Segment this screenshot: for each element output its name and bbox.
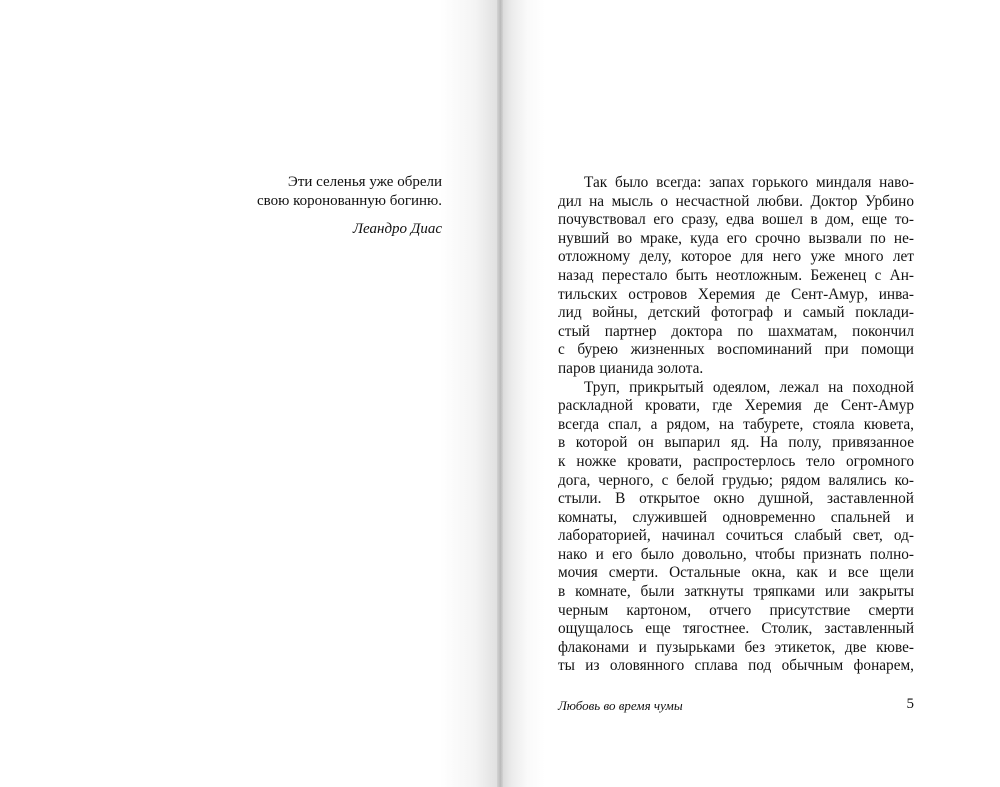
text-line: в комнате, были заткнуты тряпками или закрыты <box>558 583 914 601</box>
text-line: с бурею жизненных воспоминаний при помощи <box>558 341 914 359</box>
text-line: дога, черного, с белой грудью; рядом валялись ко- <box>558 471 914 489</box>
text-line: ощущалось еще тягостнее. Столик, заставленный <box>558 620 914 638</box>
text-line: нако и его было довольно, чтобы признать полно- <box>558 545 914 563</box>
text-line: стый партнер доктора по шахматам, покончил <box>558 322 914 340</box>
body-text <box>558 174 914 676</box>
epigraph-line: Эти селенья уже обрели <box>287 174 442 190</box>
text-line: Труп, прикрытый одеялом, лежал на походной <box>584 378 914 396</box>
text-line: черным картоном, отчего присутствие смерти <box>558 601 914 619</box>
text-line: нувший во мраке, куда его срочно вызвали по не- <box>558 229 914 247</box>
text-line: отложному делу, которое для него уже много лет <box>558 248 914 266</box>
text-line: лид войны, детский фотограф и самый поклади- <box>558 304 914 322</box>
text-line: ты из оловянного сплава под обычным фонарем, <box>558 657 914 675</box>
text-line: к ножке кровати, распростерлось тело огромного <box>558 452 914 470</box>
paragraph-2 <box>558 379 914 677</box>
text-line: Так было всегда: запах горького миндаля наво- <box>584 174 914 191</box>
paragraph-1 <box>558 174 914 379</box>
epigraph-line: свою коронованную богиню. <box>257 193 442 209</box>
text-line: всегда спал, а рядом, на табурете, стояла кювета, <box>558 415 914 433</box>
text-line: в которой он выпарил яд. На полу, привязанное <box>558 434 914 452</box>
text-line: лабораторией, начинал сочиться слабый свет, од- <box>558 527 914 545</box>
epigraph-author: Леандро Диас <box>352 221 442 237</box>
epigraph <box>210 173 442 239</box>
text-line: паров цианида золота. <box>558 359 704 377</box>
running-footer-title: Любовь во время чумы <box>558 698 683 713</box>
text-line: комнаты, служившей одновременно спальней и <box>558 508 914 526</box>
text-line: назад перестало быть неотложным. Беженец с Ан- <box>558 266 914 284</box>
text-line: стыли. В открытое окно душной, заставленной <box>558 490 914 508</box>
text-line: дил на мысль о несчастной любви. Доктор Урбино <box>558 192 914 210</box>
text-line: почувствовал его сразу, едва вошел в дом, еще то- <box>558 211 914 229</box>
page-number: 5 <box>906 696 914 712</box>
text-line: флаконами и пузырьками без этикеток, две кюве- <box>558 638 914 656</box>
text-line: раскладной кровати, где Херемия де Сент-Амур <box>558 397 914 415</box>
text-line: тильских островов Херемия де Сент-Амур, инва- <box>558 285 914 303</box>
text-line: мочия смерти. Остальные окна, как и все щели <box>558 564 914 582</box>
book-gutter <box>497 0 503 787</box>
